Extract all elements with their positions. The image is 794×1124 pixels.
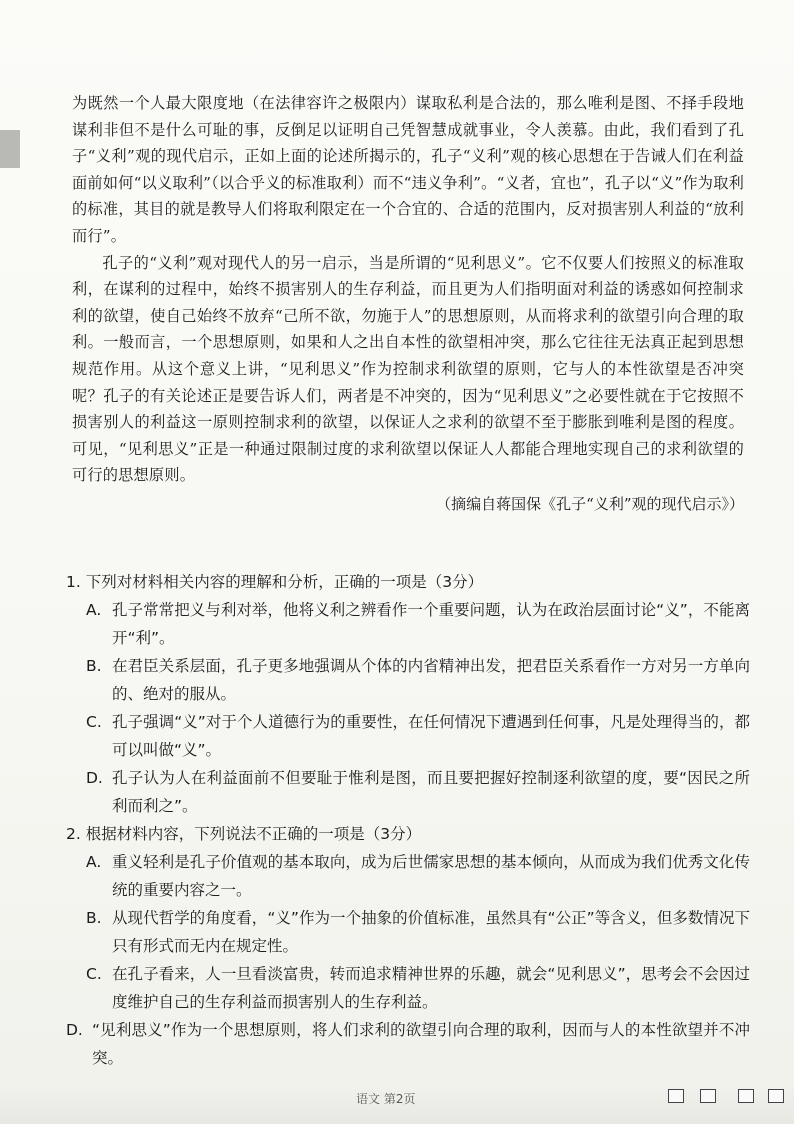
question-2-stem: 2. 根据材料内容，下列说法不正确的一项是（3分） [66, 825, 422, 843]
option-text: 重义轻利是孔子价值观的基本取向，成为后世儒家思想的基本倾向，从而成为我们优秀文化传统的重要内容之一。 [112, 853, 750, 899]
question-section [66, 568, 750, 1072]
passage-paragraph-1: 为既然一个人最大限度地（在法律容许之极限内）谋取私利是合法的，那么唯利是图、不择手段地谋利非但不是什么可耻的事，反倒足以证明自己凭智慧成就事业，令人羡慕。由此，我们看到了孔子“义利”观的现代启示，正如上面的论述所揭示的，孔子“义利”观的核心思想在于告诫人们在利益面前如何“以义取利”（以合乎义的标准取利）而不“违义争利”。“义者，宜也”，孔子以“义”作为取利的标准，其目的就是教导人们将取利限定在一个合宜的、合适的范围内，反对损害别人利益的“放利而行”。 [72, 94, 744, 245]
option-text: 从现代哲学的角度看，“义”作为一个抽象的价值标准，虽然具有“公正”等含义，但多数情况下只有形式而无内在规定性。 [112, 909, 750, 955]
question-2-option-b[interactable] [66, 904, 750, 960]
score-box [738, 1089, 754, 1103]
option-text: 孔子常常把义与利对举，他将义利之辨看作一个重要问题，认为在政治层面讨论“义”，不能离开“利”。 [112, 601, 750, 647]
page-number: 语文 第2页 [356, 1092, 416, 1106]
passage-paragraph-2: 孔子的“义利”观对现代人的另一启示，当是所谓的“见利思义”。它不仅要人们按照义的标准取利，在谋利的过程中，始终不损害别人的生存利益，而且更为人们指明面对利益的诱惑如何控制求利的欲望，使自己始终不放弃“己所不欲，勿施于人”的思想原则，从而将求利的欲望引向合理的取利。一般而言，一个思想原则，如果和人之出自本性的欲望相冲突，那么它往往无法真正起到思想规范作用。从这个意义上讲，“见利思义”作为控制求利欲望的原则，它与人的本性欲望是否冲突呢？孔子的有关论述正是要告诉人们，两者是不冲突的，因为“见利思义”之必要性就在于它按照不损害别人的利益这一原则控制求利的欲望，以保证人之求利的欲望不至于膨胀到唯利是图的程度。可见，“见利思义”正是一种通过限制过度的求利欲望以保证人人都能合理地实现自己的求利欲望的可行的思想原则。 [72, 253, 744, 485]
question-2-option-c[interactable] [66, 960, 750, 1016]
option-text: “见利思义”作为一个思想原则，将人们求利的欲望引向合理的取利，因而与人的本性欲望并不冲突。 [92, 1021, 750, 1067]
option-text: 在君臣关系层面，孔子更多地强调从个体的内省精神出发，把君臣关系看作一方对另一方单向的、绝对的服从。 [112, 657, 750, 703]
question-2-option-d[interactable] [66, 1016, 750, 1072]
option-letter: D. [66, 1021, 83, 1039]
option-letter: A. [86, 853, 102, 871]
option-text: 在孔子看来，人一旦看淡富贵，转而追求精神世界的乐趣，就会“见利思义”，思考会不会因过度维护自己的生存利益而损害别人的生存利益。 [112, 965, 750, 1011]
option-letter: D. [86, 769, 103, 787]
question-2-option-a[interactable] [66, 848, 750, 904]
passage-source: （摘编自蒋国保《孔子“义利”观的现代启示》） [436, 494, 744, 513]
question-1-option-c[interactable] [66, 708, 750, 764]
option-text: 孔子认为人在利益面前不但要耻于惟利是图，而且要把握好控制逐利欲望的度，要“因民之所利而利之”。 [112, 769, 750, 815]
reading-passage [72, 90, 744, 517]
score-box [768, 1089, 784, 1103]
page-edge-tab [0, 130, 20, 168]
score-box [700, 1089, 716, 1103]
question-1-option-d[interactable] [66, 764, 750, 820]
option-letter: A. [86, 601, 102, 619]
option-letter: B. [86, 657, 102, 675]
question-1-option-a[interactable] [66, 596, 750, 652]
score-box [668, 1089, 684, 1103]
question-1-option-b[interactable] [66, 652, 750, 708]
option-letter: B. [86, 909, 102, 927]
option-letter: C. [86, 713, 102, 731]
option-letter: C. [86, 965, 102, 983]
question-1-stem: 1. 下列对材料相关内容的理解和分析，正确的一项是（3分） [66, 573, 484, 591]
question-2 [66, 820, 750, 1072]
option-text: 孔子强调“义”对于个人道德行为的重要性，在任何情况下遭遇到任何事，凡是处理得当的，都可以叫做“义”。 [112, 713, 750, 759]
question-1 [66, 568, 750, 820]
